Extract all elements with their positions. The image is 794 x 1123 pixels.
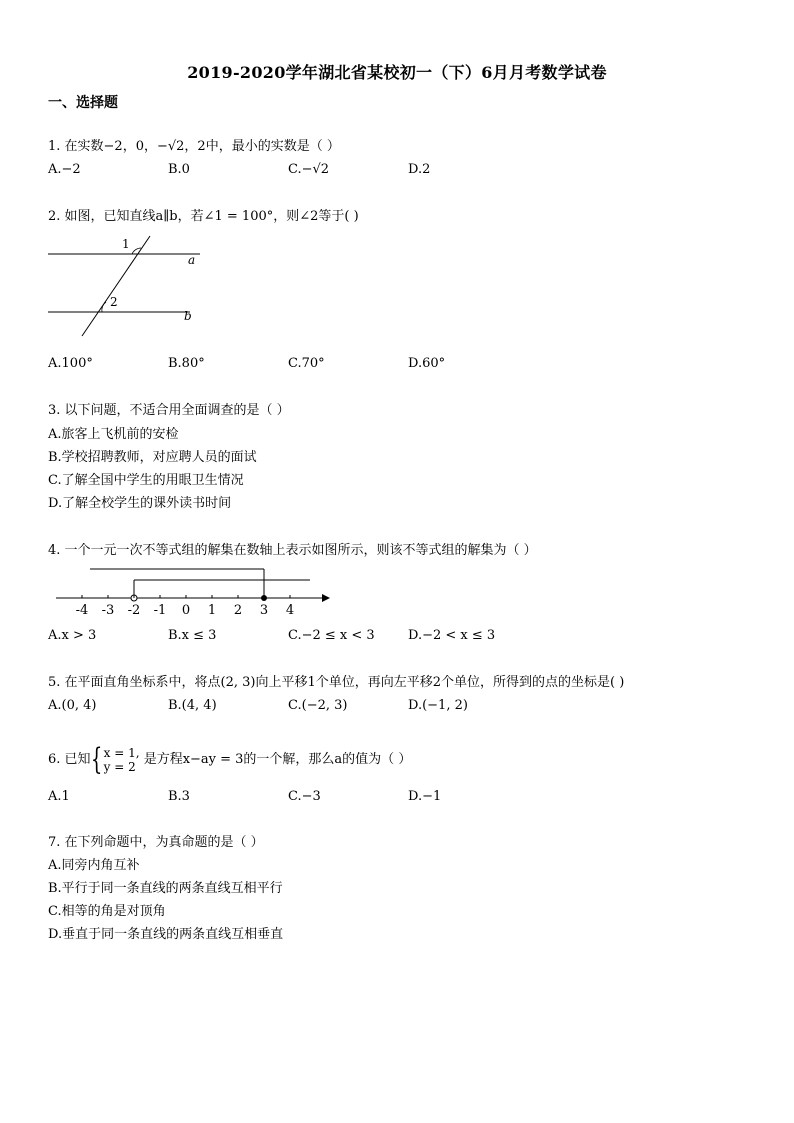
line-b-label: b [184,309,192,323]
tick-label: 3 [259,603,269,618]
option-c: C.70° [288,356,325,371]
option-d: D.垂直于同一条直线的两条直线互相垂直 [48,927,284,942]
option-a: A.旅客上飞机前的安检 [48,427,179,442]
option-d: D.(−1, 2) [408,698,468,713]
option-b: B.80° [168,356,205,371]
option-b: B.3 [168,789,190,804]
brace-symbol: { [90,741,102,777]
parallel-lines-figure [40,232,220,342]
option-d: D.−1 [408,789,442,804]
angle-2-arc [102,302,106,312]
q6-stem-prefix: 6. 已知 [48,752,91,767]
tick-label: -1 [153,603,167,618]
tick-label: -2 [127,603,141,618]
option-b: B.x ≤ 3 [168,628,217,643]
option-c: C.了解全国中学生的用眼卫生情况 [48,473,244,488]
angle-1-label: 1 [122,237,130,251]
option-a: A.1 [48,789,70,804]
question-2-options [48,356,748,374]
question-4-options [48,628,748,646]
option-c: C.−3 [288,789,321,804]
question-6-stem [48,741,412,777]
option-c: C.(−2, 3) [288,698,348,713]
transversal-line [82,236,150,336]
question-4-stem: 4. 一个一元一次不等式组的解集在数轴上表示如图所示，则该不等式组的解集为（ ） [48,543,537,558]
tick-label: 2 [233,603,243,618]
question-5-options [48,698,748,716]
option-d: D.60° [408,356,446,371]
option-a: A.−2 [48,162,81,177]
system-line-1: x = 1, [103,745,140,760]
question-3-stem: 3. 以下问题，不适合用全面调查的是（ ） [48,403,290,418]
exam-title: 2019-2020学年湖北省某校初一（下）6月月考数学试卷 [187,63,607,82]
question-6-options [48,789,748,807]
option-d: D.−2 < x ≤ 3 [408,628,496,643]
equation-system [104,746,140,774]
option-c: C.−√2 [288,162,330,177]
tick-label: -3 [101,603,115,618]
line-a-label: a [188,253,196,267]
question-1-stem: 1. 在实数−2，0，−√2，2中，最小的实数是（ ） [48,139,340,154]
question-5-stem: 5. 在平面直角坐标系中，将点(2, 3)向上平移1个单位，再向左平移2个单位，所得到的点的坐标是( ) [48,675,625,690]
option-a: A.同旁内角互补 [48,858,140,873]
question-1-options [48,162,748,180]
option-d: D.2 [408,162,431,177]
option-a: A.(0, 4) [48,698,97,713]
tick-label: -4 [75,603,89,618]
option-b: B.平行于同一条直线的两条直线互相平行 [48,881,283,896]
axis-arrow [322,594,330,602]
option-a: A.x > 3 [48,628,97,643]
tick-label: 1 [207,603,217,618]
option-b: B.学校招聘教师，对应聘人员的面试 [48,450,257,465]
number-line-figure [48,564,338,620]
option-b: B.(4, 4) [168,698,217,713]
tick-label: 0 [181,603,191,618]
section-heading: 一、选择题 [48,95,118,111]
question-7-stem: 7. 在下列命题中，为真命题的是（ ） [48,835,264,850]
option-b: B.0 [168,162,190,177]
option-a: A.100° [48,356,93,371]
option-d: D.了解全校学生的课外读书时间 [48,496,232,511]
q6-stem-suffix: 是方程x−ay = 3的一个解，那么a的值为（ ） [143,752,412,767]
question-2-stem: 2. 如图，已知直线a∥b，若∠1 = 100°，则∠2等于( ) [48,209,359,224]
tick-label: 4 [285,603,295,618]
angle-2-label: 2 [110,295,118,309]
option-c: C.相等的角是对顶角 [48,904,166,919]
system-line-2: y = 2 [103,759,136,774]
option-c: C.−2 ≤ x < 3 [288,628,375,643]
